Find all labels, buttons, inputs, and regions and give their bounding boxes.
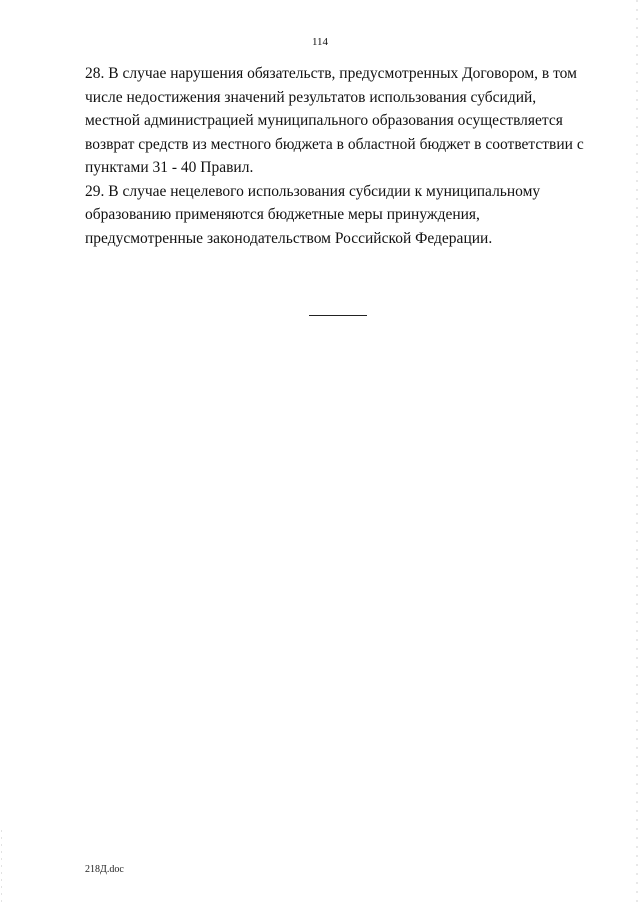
- paragraph-29: [85, 180, 593, 251]
- paragraph-line: к муниципальному образованию применяются бюджетные меры: [85, 182, 541, 223]
- section-divider: [309, 315, 367, 316]
- paragraph-line: бюджет в соответствии с пунктами 31 - 40 Правил.: [85, 135, 584, 176]
- paragraph-line: осуществляется возврат средств из местного бюджета в областной: [85, 112, 563, 153]
- paragraph-line: 29. В случае нецелевого использования субсидии: [85, 182, 411, 200]
- paragraph-line: субсидий, местной администрацией муниципального образования: [85, 88, 537, 129]
- paragraph-line: Федерации.: [415, 229, 493, 247]
- scan-edge-artifact-left: [1, 830, 2, 905]
- paragraph-line: в том числе недостижения значений результатов использования: [85, 65, 577, 106]
- footer-filename: 218Д.doc: [85, 864, 124, 875]
- paragraph-28: [85, 62, 593, 180]
- document-body: [85, 62, 593, 250]
- paragraph-line: 28. В случае нарушения обязательств, предусмотренных Договором,: [85, 65, 539, 82]
- page-number: 114: [311, 36, 329, 48]
- paragraph-line: принуждения, предусмотренные законодательством Российской: [85, 206, 480, 247]
- scan-edge-artifact: [636, 0, 638, 905]
